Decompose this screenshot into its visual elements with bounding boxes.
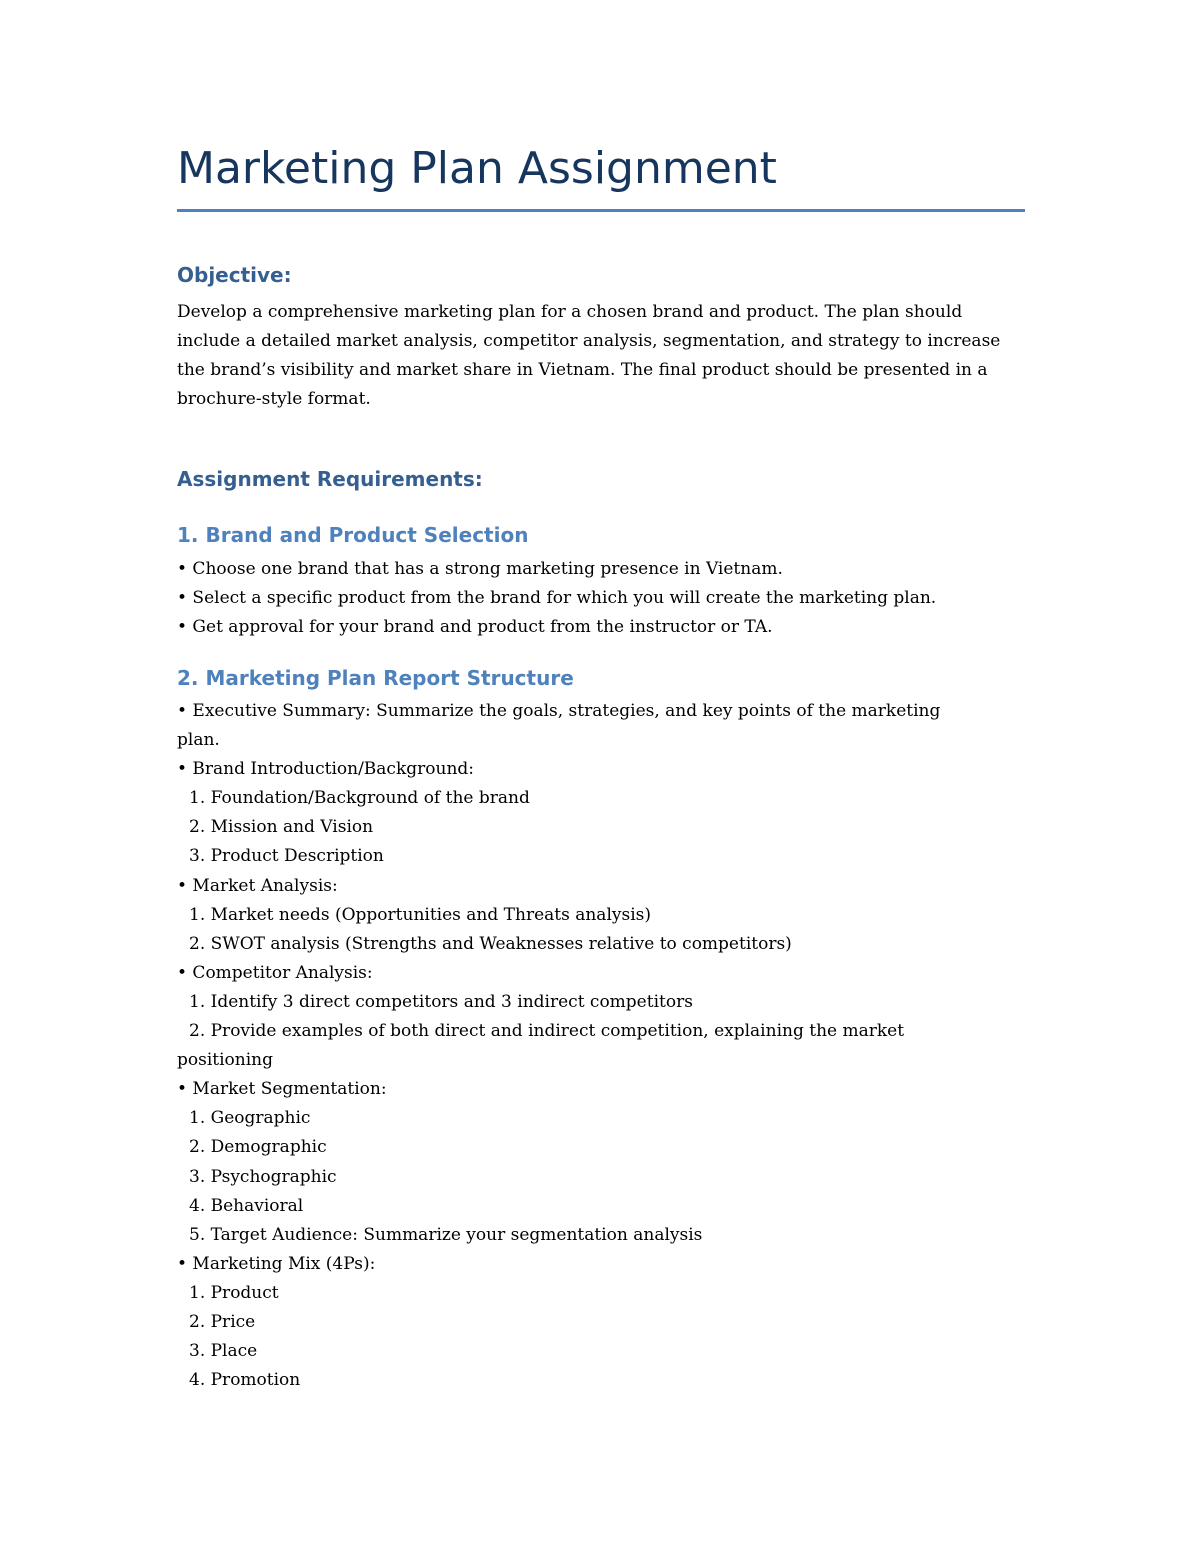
list-item: • Executive Summary: Summarize the goals, strategies, and key points of the marketing plan.	[177, 701, 941, 751]
title-underline	[177, 209, 1025, 212]
list-item: • Competitor Analysis:	[177, 962, 373, 983]
list-item: 4. Promotion	[189, 1370, 301, 1391]
list-item: 2. Provide examples of both direct and indirect competition, explaining the market positioning	[177, 1021, 905, 1071]
objective-heading: Objective:	[177, 263, 292, 287]
list-item: 3. Product Description	[189, 846, 384, 867]
list-item: • Market Analysis:	[177, 875, 338, 896]
list-item: 1. Market needs (Opportunities and Threats analysis)	[189, 904, 652, 925]
list-item: 5. Target Audience: Summarize your segmentation analysis	[189, 1224, 703, 1245]
document-title: Marketing Plan Assignment	[177, 143, 777, 194]
list-item: 2. Demographic	[189, 1137, 327, 1158]
section-2-heading: 2. Marketing Plan Report Structure	[177, 666, 574, 690]
section-2-list	[177, 697, 1025, 1395]
list-item: 2. Price	[189, 1311, 256, 1332]
requirements-heading: Assignment Requirements:	[177, 467, 483, 491]
list-item: 1. Identify 3 direct competitors and 3 indirect competitors	[189, 991, 693, 1012]
list-item: 3. Place	[189, 1341, 258, 1362]
list-item: • Get approval for your brand and product from the instructor or TA.	[177, 617, 773, 638]
list-item: 1. Foundation/Background of the brand	[189, 788, 530, 809]
list-item: • Market Segmentation:	[177, 1079, 387, 1100]
list-item: 1. Product	[189, 1282, 279, 1303]
list-item: 1. Geographic	[189, 1108, 311, 1129]
list-item: 4. Behavioral	[189, 1195, 304, 1216]
list-item: • Brand Introduction/Background:	[177, 759, 475, 780]
list-item: • Marketing Mix (4Ps):	[177, 1253, 376, 1274]
list-item: • Select a specific product from the brand for which you will create the marketing plan.	[177, 588, 937, 609]
section-1-heading: 1. Brand and Product Selection	[177, 523, 529, 547]
list-item: 2. Mission and Vision	[189, 817, 374, 838]
objective-text: Develop a comprehensive marketing plan for a chosen brand and product. The plan should include a detailed market analysis, competitor analysis, segmentation, and strategy to increase the brand’s visibility and market share in Vietnam. The final product should be presented in a brochure-style format.	[177, 302, 1001, 409]
list-item: • Choose one brand that has a strong marketing presence in Vietnam.	[177, 559, 783, 579]
list-item: 2. SWOT analysis (Strengths and Weaknesses relative to competitors)	[189, 933, 792, 954]
section-1-list	[177, 555, 1025, 642]
list-item: 3. Psychographic	[189, 1166, 337, 1187]
